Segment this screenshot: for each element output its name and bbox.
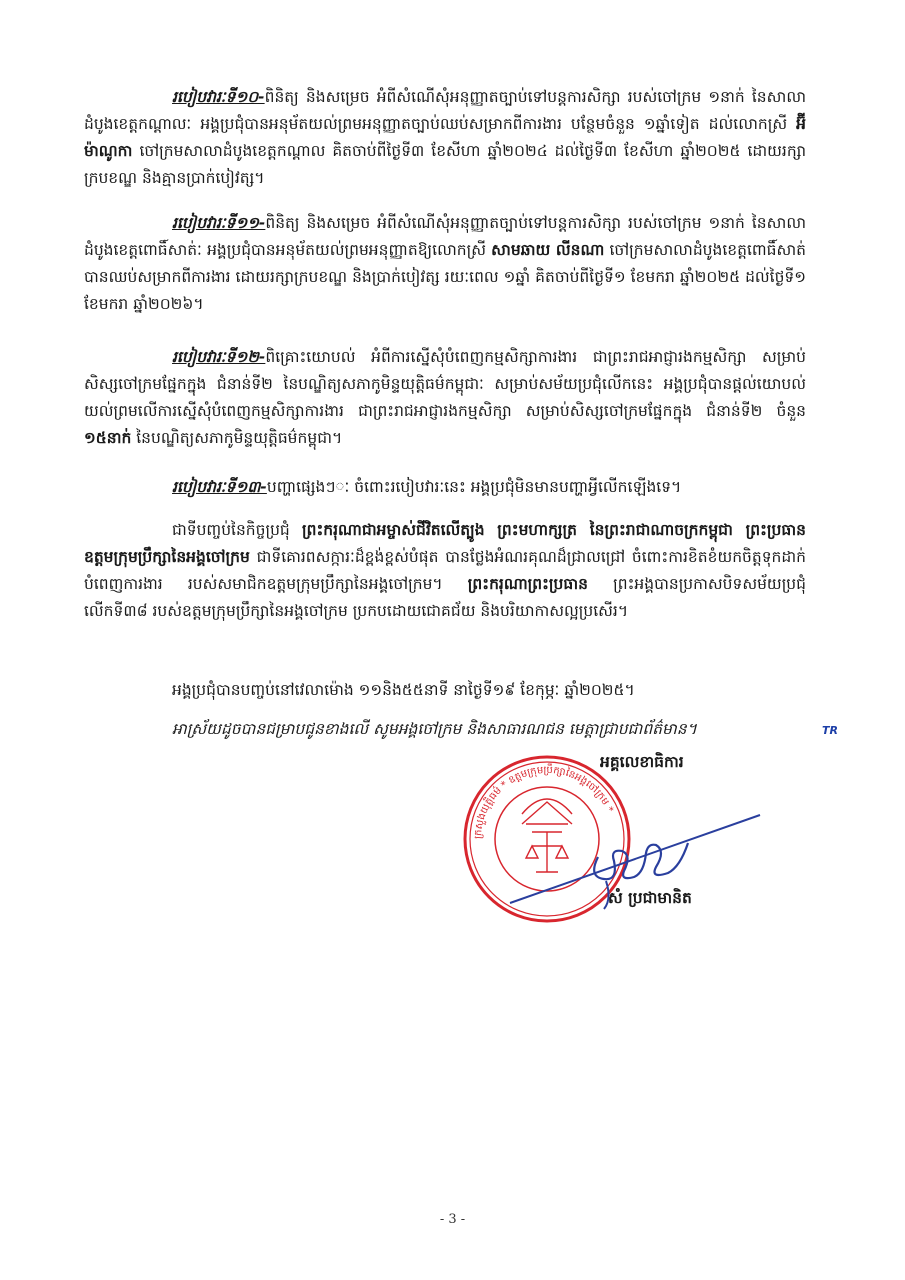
agenda-item-body-cont: នៃបណ្ឌិត្យសភាកូមិន្ទយុត្តិធម៌កម្ពុជា។: [131, 429, 343, 447]
closing-tail: ព្រះអង្គបានប្រកាសបិទសម័យប្រជុំលើកទី៣៨ របស់ឧត្តមក្រុមប្រឹក្សានៃអង្គចៅក្រម ប្រកបដោយជោគជ័យ និងបរិយាកាសល្អប្រសើរ។: [84, 575, 806, 620]
initials-mark: TR: [822, 724, 838, 737]
closing-lead: ជាទីបញ្ចប់នៃកិច្ចប្រជុំ: [172, 521, 303, 539]
person-name: សាមឆាយ លីនណា: [491, 241, 605, 259]
agenda-item-body-cont: ចៅក្រមសាលាដំបូងខេត្តកណ្ដាល គិតចាប់ពីថ្ងៃទី៣ ខែសីហា ឆ្នាំ២០២៤ ដល់ថ្ងៃទី៣ ខែសីហា ឆ្នាំ២០២៥ ដោយរក្សាក្របខណ្ឌ និងគ្មានប្រាក់បៀវត្ស។: [84, 142, 806, 187]
closing-mid: ជាទីគោរពសក្ការៈដ៏ខ្ពង់ខ្ពស់បំផុត បានថ្លែងអំណរគុណដ៏ជ្រាលជ្រៅ ចំពោះការខិតខំយកចិត្តទុកដាក់បំពេញការងារ របស់សមាជិកឧត្តមក្រុមប្រឹក្សានៃអង្គចៅក្រម។: [84, 548, 806, 593]
agenda-item-heading: របៀបវារៈទី១១-: [172, 214, 266, 232]
signer-name: សំ ប្រជាមានិត: [608, 889, 692, 907]
notice-line: អាស្រ័យដូចបានជម្រាបជូនខាងលើ សូមអង្គចៅក្រម និងសាធារណជន មេត្តាជ្រាបជាព័ត៌មាន។: [172, 720, 697, 738]
signer-title: អគ្គលេខាធិការ: [600, 753, 684, 771]
page-number: - 3 -: [439, 1212, 466, 1227]
adjournment-line: អង្គប្រជុំបានបញ្ចប់នៅវេលាម៉ោង ១១និង៥៥នាទី នាថ្ងៃទី១៩ ខែកុម្ភៈ ឆ្នាំ២០២៥។: [172, 681, 635, 699]
agenda-item-12: [84, 344, 806, 452]
closing-president-title: ព្រះករុណាព្រះប្រធាន: [467, 575, 588, 593]
agenda-item-body-cont: ចៅក្រមសាលាដំបូងខេត្តពោធិ៍សាត់ បានឈប់សម្រាកពីការងារ ដោយរក្សាក្របខណ្ឌ និងប្រាក់បៀវត្ស រយៈពេល ១ឆ្នាំ គិតចាប់ពីថ្ងៃទី១ ខែមករា ឆ្នាំ២០២៥ ដល់ថ្ងៃទី១ ខែមករា ឆ្នាំ២០២៦។: [84, 241, 806, 313]
agenda-item-body: ពិនិត្យ និងសម្រេច អំពីសំណើសុំអនុញ្ញាតច្បាប់ទៅបន្តការសិក្សា របស់ចៅក្រម ១នាក់ នៃសាលាដំបូងខេត្តកណ្ដាលៈ អង្គប្រជុំបានអនុម័តយល់ព្រមអនុញ្ញាតច្បាប់ឈប់សម្រាកពីការងារ បន្ថែមចំនួន ១ឆ្នាំទៀត ដល់លោកស្រី: [84, 88, 806, 133]
agenda-item-body: បញ្ហាផ្សេងៗៈ ចំពោះរបៀបវារៈនេះ អង្គប្រជុំមិនមានបញ្ហាអ្វីលើកឡើងទេ។: [266, 478, 682, 496]
seal-ring-text: ក្រសួងយុត្តិធម៌ * ឧត្តមក្រុមប្រឹក្សានៃអង្គចៅក្រម *: [472, 764, 616, 840]
agenda-item-body: ពិគ្រោះយោបល់ អំពីការស្នើសុំបំពេញកម្មសិក្សាការងារ ជាព្រះរាជអាជ្ញារងកម្មសិក្សា សម្រាប់សិស្សចៅក្រមផ្នែកក្នុង ជំនាន់ទី២ នៃបណ្ឌិត្យសភាកូមិន្ទយុត្តិធម៌កម្ពុជាៈ សម្រាប់សម័យប្រជុំលើកនេះ អង្គប្រជុំបានផ្ដល់យោបល់យល់ព្រមលើការស្នើសុំបំពេញកម្មសិក្សាការងារ ជាព្រះរាជអាជ្ញារងកម្មសិក្សា សម្រាប់សិស្សចៅក្រមផ្នែកក្នុង ជំនាន់ទី២ ចំនួន: [84, 348, 806, 420]
agenda-item-heading: របៀបវារៈទី១០-: [172, 88, 265, 106]
agenda-item-heading: របៀបវារៈទី១៣-: [172, 478, 267, 496]
closing-royal-title: ព្រះករុណាជាអម្ចាស់ជីវិតលើត្បូង ព្រះមហាក្សត្រ នៃព្រះរាជាណាចក្រកម្ពុជា ព្រះប្រធានឧត្តមក្រុមប្រឹក្សានៃអង្គចៅក្រម: [84, 521, 806, 566]
agenda-item-11: [84, 210, 806, 318]
agenda-item-body: ពិនិត្យ និងសម្រេច អំពីសំណើសុំអនុញ្ញាតច្បាប់ទៅបន្តការសិក្សា របស់ចៅក្រម ១នាក់ នៃសាលាដំបូងខេត្តពោធិ៍សាត់ៈ អង្គប្រជុំបានអនុម័តយល់ព្រមអនុញ្ញាតឱ្យលោកស្រី: [84, 214, 806, 259]
agenda-item-heading: របៀបវារៈទី១២-: [172, 348, 266, 366]
person-name: អ៊ី ម៉ាណូកា: [84, 115, 806, 160]
agenda-item-10: [84, 84, 806, 192]
closing-paragraph: [84, 517, 806, 625]
agenda-item-13: [84, 474, 806, 501]
count-value: ១៥នាក់: [84, 429, 132, 447]
